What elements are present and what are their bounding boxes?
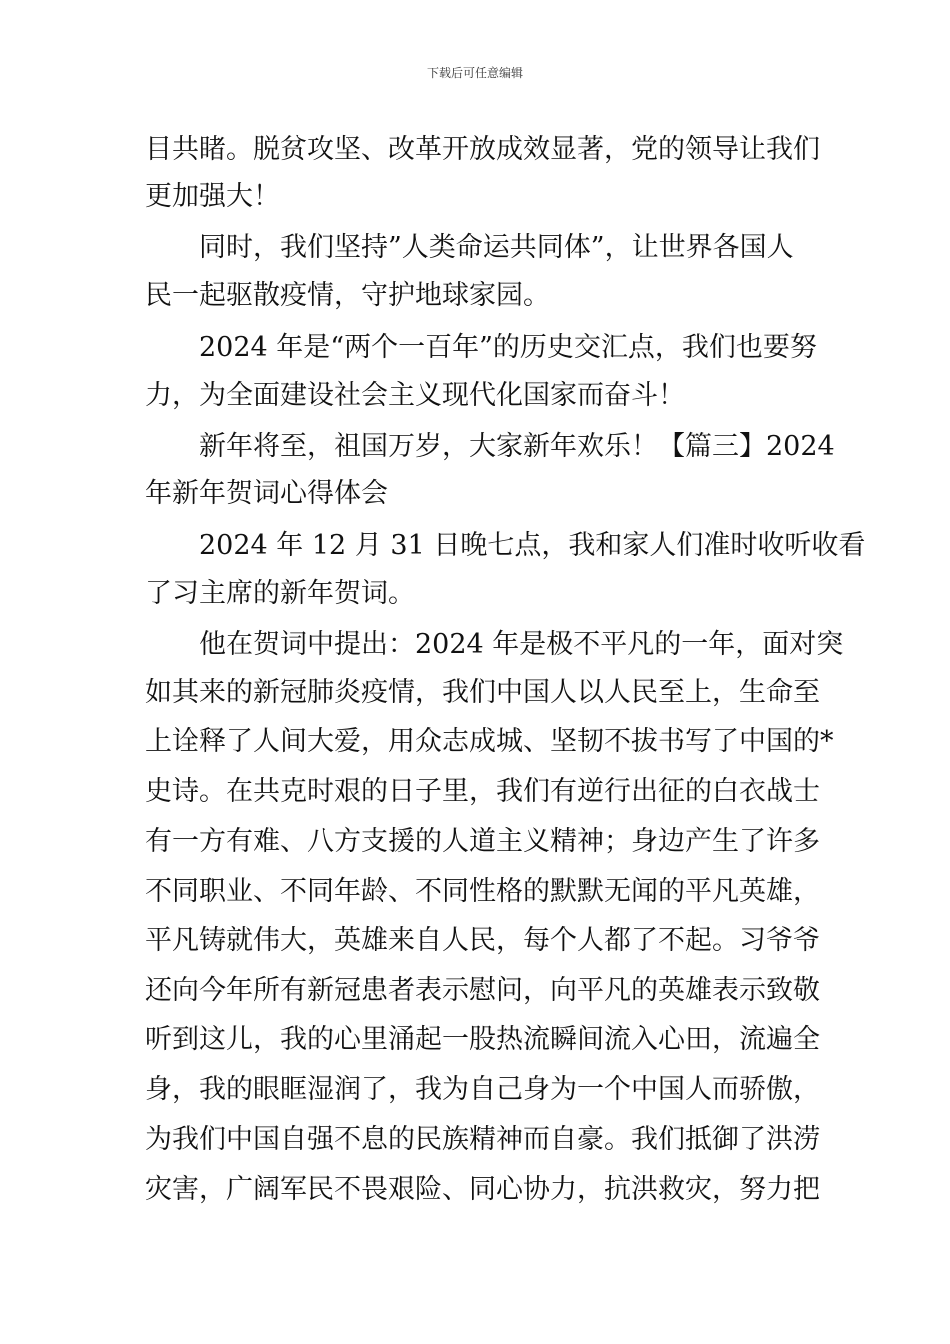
text-line: 如其来的新冠肺炎疫情，我们中国人以人民至上，生命至 — [145, 677, 820, 708]
text-line: 还向今年所有新冠患者表示慰问，向平凡的英雄表示致敬 — [145, 975, 820, 1006]
text-line: 更加强大！ — [145, 181, 280, 212]
text-line: 灾害，广阔军民不畏艰险、同心协力，抗洪救灾，努力把 — [145, 1174, 820, 1205]
text-line: 不同职业、不同年龄、不同性格的默默无闻的平凡英雄， — [145, 876, 820, 907]
text-line: 身，我的眼眶湿润了，我为自己身为一个中国人而骄傲， — [145, 1074, 820, 1105]
text-line: 为我们中国自强不息的民族精神而自豪。我们抵御了洪涝 — [145, 1124, 820, 1155]
text-line: 力，为全面建设社会主义现代化国家而奋斗！ — [145, 380, 685, 411]
text-line: 平凡铸就伟大，英雄来自人民，每个人都了不起。习爷爷 — [145, 925, 820, 956]
text-line: 年新年贺词心得体会 — [145, 478, 388, 509]
paragraph-start-line: 同时，我们坚持”人类命运共同体”，让世界各国人 — [199, 232, 794, 263]
paragraph-start-line: 他在贺词中提出：2024 年是极不平凡的一年，面对突 — [199, 629, 844, 660]
text-line: 听到这儿，我的心里涌起一股热流瞬间流入心田，流遍全 — [145, 1024, 820, 1055]
page-header: 下载后可任意编辑 — [426, 66, 523, 80]
paragraph-start-line: 2024 年是“两个一百年”的历史交汇点，我们也要努 — [199, 332, 817, 363]
paragraph-start-line: 2024 年 12 月 31 日晚七点，我和家人们准时收听收看 — [199, 530, 866, 561]
text-line: 史诗。在共克时艰的日子里，我们有逆行出征的白衣战士 — [145, 776, 820, 807]
text-line: 有一方有难、八方支援的人道主义精神；身边产生了许多 — [145, 826, 820, 857]
text-line: 上诠释了人间大爱，用众志成城、坚韧不拔书写了中国的* — [145, 726, 834, 757]
text-line: 了习主席的新年贺词。 — [145, 578, 415, 609]
text-line: 民一起驱散疫情，守护地球家园。 — [145, 280, 550, 311]
text-line: 目共睹。脱贫攻坚、改革开放成效显著，党的领导让我们 — [145, 134, 820, 165]
paragraph-start-line: 新年将至，祖国万岁，大家新年欢乐！【篇三】2024 — [199, 431, 835, 462]
